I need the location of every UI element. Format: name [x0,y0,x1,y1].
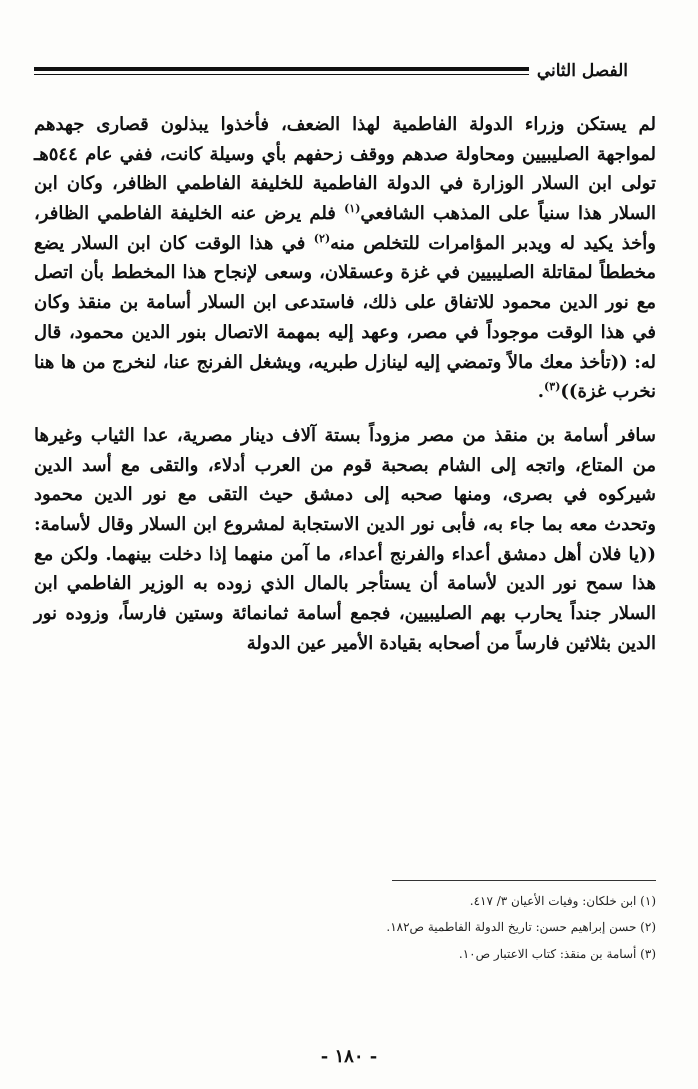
paragraph-1-part-1: لم يستكن وزراء الدولة الفاطمية لهذا الضعف، فأخذوا يبذلون قصارى جهدهم لمواجهة الصليبيين ومحاولة صدهم ووقف زحفهم بأي وسيلة كانت، ففي عام ٥٤٤هـ تولى ابن السلار الوزارة في الدولة الفاطمية للخليفة الفاطمي الظافر، وكان ابن السلار هذا سنياً على المذهب الشافعي [34,114,656,225]
header-rule-thick [34,67,529,71]
footnote-3: (٣) أسامة بن منقذ: كتاب الاعتبار ص١٠. [458,946,656,961]
header-rule [34,67,529,76]
footnote-ref-2: (٢) [313,231,331,245]
paragraph-1-part-3: في هذا الوقت كان ابن السلار يضع مخططاً لمقاتلة الصليبيين في غزة وعسقلان، وسعى لإنجاح هذا المخطط بأن اتصل مع نور الدين محمود للاتفاق على ذلك، فاستدعى ابن السلار أسامة بن منقذ وكان في هذا الوقت موجوداً في مصر، وعهد إليه بمهمة الاتصال بنور الدين محمود، قال له: ((تأخذ معك مالاً وتمضي إليه لينازل طبريه، ويشغل الفرنج عنا، لنخرج من ها هنا نخرب غزة)) [34,232,656,403]
footnote-ref-1: (١) [344,202,361,216]
paragraph-2: سافر أسامة بن منقذ من مصر مزوداً بستة آلاف دينار مصرية، عدا الثياب وغيرها من المتاع، واتجه إلى الشام بصحبة قوم من العرب أدلاء، والتقى مع أسد الدين شيركوه في بصرى، ومنها صحبه إلى دمشق حيث التقى مع نور الدين محمود وتحدث معه بما جاء به، فأبى نور الدين الاستجابة لمشروع ابن السلار وقال لأسامة: ((يا فلان أهل دمشق أعداء والفرنج أعداء، ما آمن منهما إذا دخلت بينهما. ولكن مع هذا سمح نور الدين لأسامة أن يستأجر بالمال الذي زوده به الوزير الفاطمي ابن السلار جنداً يحارب بهم الصليبيين، فجمع أسامة ثمانمائة وستين فارساً، وزوده نور الدين بثلاثين فارساً من أصحابه بقيادة الأمير عين الدولة [34,424,656,654]
page-number: - ١٨٠ - [320,1046,378,1067]
header-rule-thin [34,74,529,76]
chapter-title: الفصل الثاني [536,61,628,81]
footnote-1: (١) ابن خلكان: وفيات الأعيان ٣/ ٤١٧. [469,894,656,908]
footnote-2: (٢) حسن إبراهيم حسن: تاريخ الدولة الفاطمية ص١٨٢. [386,920,656,935]
running-header [34,56,628,86]
footnote-separator [392,880,656,881]
footnote-ref-3: (٣) [544,380,561,394]
paragraph-1 [34,110,656,407]
paragraph-1-end: . [537,381,545,403]
footnotes [34,888,656,967]
paragraph-1-part-2: فلم يرض عنه الخليفة الفاطمي الظافر، وأخذ يكيد له ويدبر المؤامرات للتخلص منه [34,203,657,254]
body-text [34,110,656,658]
